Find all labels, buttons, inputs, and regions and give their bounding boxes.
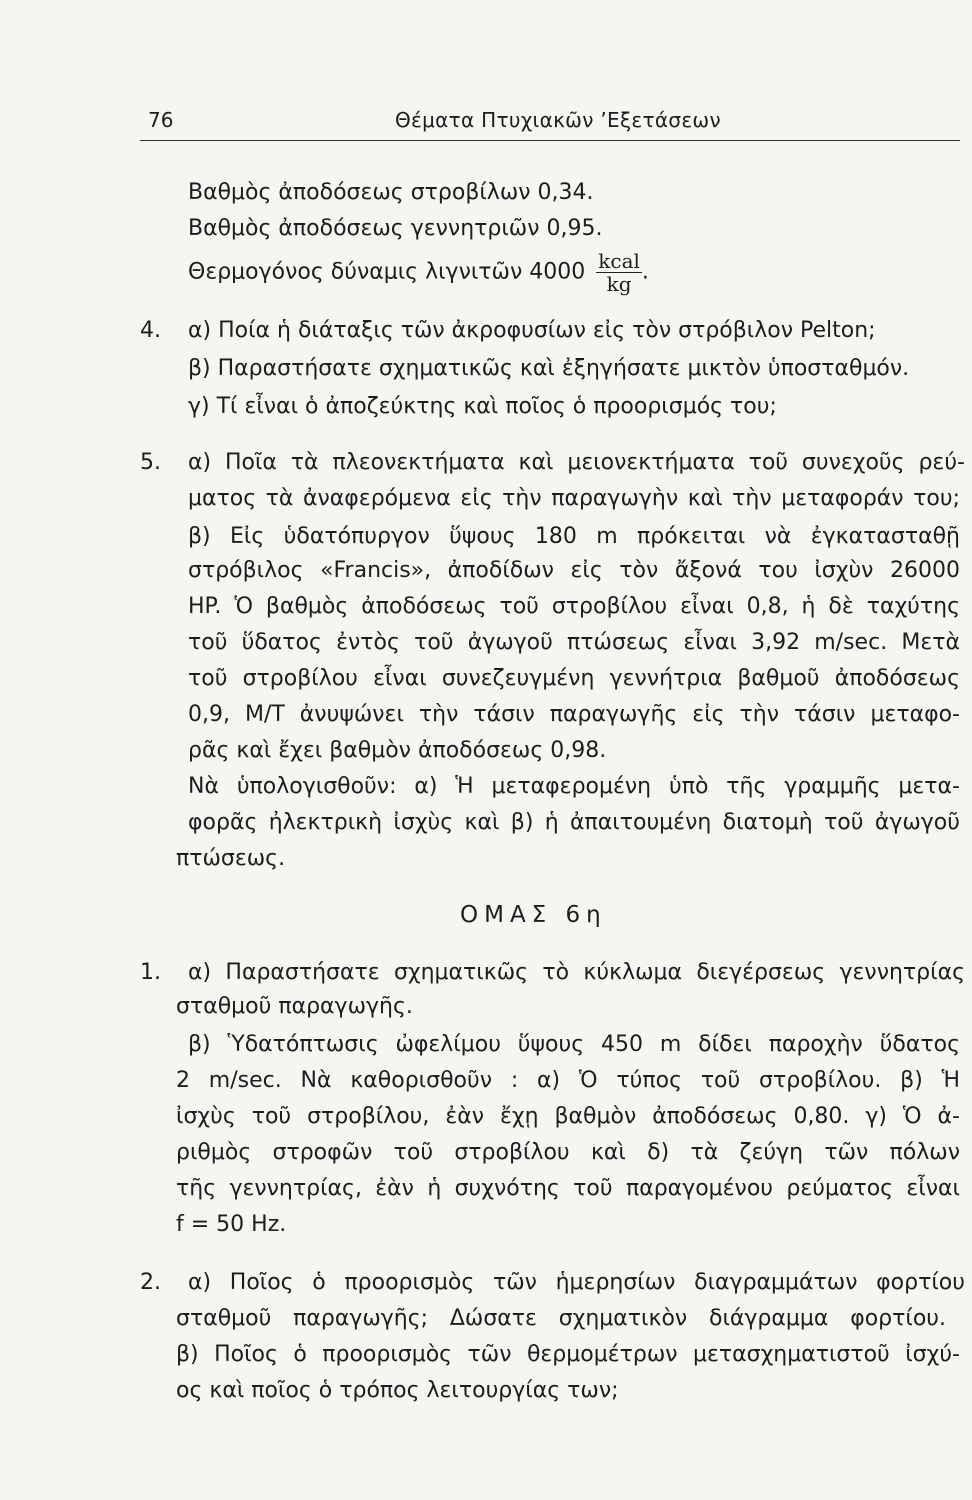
question-4-c: γ) Τί εἶναι ὁ ἀποζεύκτης καὶ ποῖος ὁ προορισμός του; [188, 394, 777, 419]
running-title: Θέματα Πτυχιακῶν ’Εξετάσεων [395, 108, 721, 132]
group-6-question-2-a: 2. α) Ποῖος ὁ προορισμὸς τῶν ἡμερησίων διαγραμμάτων φορτίου [140, 1270, 965, 1295]
page-header [140, 100, 960, 141]
group-6-question-1-a: 1. α) Παραστήσατε σχηματικῶς τὸ κύκλωμα διεγέρσεως γεννητρίας [140, 960, 965, 985]
text-line: ἰσχὺς τοῦ στροβίλου, ἐὰν ἔχῃ βαθμὸν ἀποδόσεως 0,80. γ) Ὁ ἀ- [176, 1104, 960, 1129]
unit-fraction: $\frac{\text{kcal}}{kg}$ [598, 249, 640, 296]
text-line: ριθμὸς στροφῶν τοῦ στροβίλου καὶ δ) τὰ ζεύγη τῶν πόλων [176, 1140, 960, 1165]
text-line: τῆς γεννητρίας, ἐὰν ἡ συχνότης τοῦ παραγομένου ρεύματος εἶναι [176, 1176, 960, 1201]
text-line: ος καὶ ποῖος ὁ τρόπος λειτουργίας των; [176, 1378, 619, 1403]
text-line: HP. Ὁ βαθμὸς ἀποδόσεως τοῦ στροβίλου εἶναι 0,8, ἡ δὲ ταχύτης [188, 594, 960, 619]
text-line: σταθμοῦ παραγωγῆς; Δώσατε σχηματικὸν διάγραμμα φορτίου. [176, 1306, 946, 1331]
question-5-b: β) Εἰς ὑδατόπυργον ὕψους 180 m πρόκειται νὰ ἐγκατασταθῇ [188, 524, 960, 549]
text-line: 0,9, Μ/Τ ἀνυψώνει τὴν τάσιν παραγωγῆς εἰς τὴν τάσιν μεταφο- [188, 702, 960, 727]
text-line: τοῦ στροβίλου εἶναι συνεζευγμένη γεννήτρια βαθμοῦ ἀποδόσεως [188, 666, 960, 691]
text-line: στρόβιλος «Francis», ἀποδίδων εἰς τὸν ἄξονά του ἰσχὺν 26000 [188, 558, 960, 583]
text-line: Θερμογόνος δύναμις λιγνιτῶν 4000 $\frac{\text{kcal}}{kg}$ . [188, 249, 649, 296]
question-4-b: β) Παραστήσατε σχηματικῶς καὶ ἐξηγήσατε μικτὸν ὑποσταθμόν. [188, 356, 910, 381]
group-6-question-2-b: β) Ποῖος ὁ προορισμὸς τῶν θερμομέτρων μετασχηματιστοῦ ἰσχύ- [176, 1342, 960, 1367]
text-line: Βαθμὸς ἀποδόσεως γεννητριῶν 0,95. [188, 216, 603, 241]
group-6-question-1-b: β) Ὑδατόπτωσις ὠφελίμου ὕψους 450 m δίδει παροχὴν ὕδατος [188, 1032, 960, 1057]
text-line: τοῦ ὕδατος ἐντὸς τοῦ ἀγωγοῦ πτώσεως εἶναι 3,92 m/sec. Μετὰ [188, 630, 960, 655]
text-line: f = 50 Hz. [176, 1212, 287, 1237]
section-heading: ΟΜΑΣ 6η [460, 902, 607, 928]
text-line: ματος τὰ ἀναφερόμενα εἰς τὴν παραγωγὴν καὶ τὴν μεταφοράν του; [188, 486, 960, 511]
page-number: 76 [148, 108, 174, 132]
text-line: σταθμοῦ παραγωγῆς. [176, 994, 413, 1019]
question-5-a: 5. α) Ποῖα τὰ πλεονεκτήματα καὶ μειονεκτήματα τοῦ συνεχοῦς ρεύ- [140, 450, 965, 475]
question-4-a: 4. α) Ποία ἡ διάταξις τῶν ἀκροφυσίων εἰς τὸν στρόβιλον Pelton; [140, 318, 876, 343]
text-line: Βαθμὸς ἀποδόσεως στροβίλων 0,34. [188, 180, 594, 205]
text-line: φορᾶς ἠλεκτρικὴ ἰσχὺς καὶ β) ἡ ἀπαιτουμένη διατομὴ τοῦ ἀγωγοῦ [188, 810, 960, 835]
text-line: ρᾶς καὶ ἔχει βαθμὸν ἀποδόσεως 0,98. [188, 738, 607, 763]
question-5-c: Νὰ ὑπολογισθοῦν: α) Ἡ μεταφερομένη ὑπὸ τῆς γραμμῆς μετα- [188, 774, 960, 799]
text-line: πτώσεως. [176, 846, 286, 871]
text-line: 2 m/sec. Νὰ καθορισθοῦν : α) Ὁ τύπος τοῦ στροβίλου. β) Ἡ [176, 1068, 960, 1093]
